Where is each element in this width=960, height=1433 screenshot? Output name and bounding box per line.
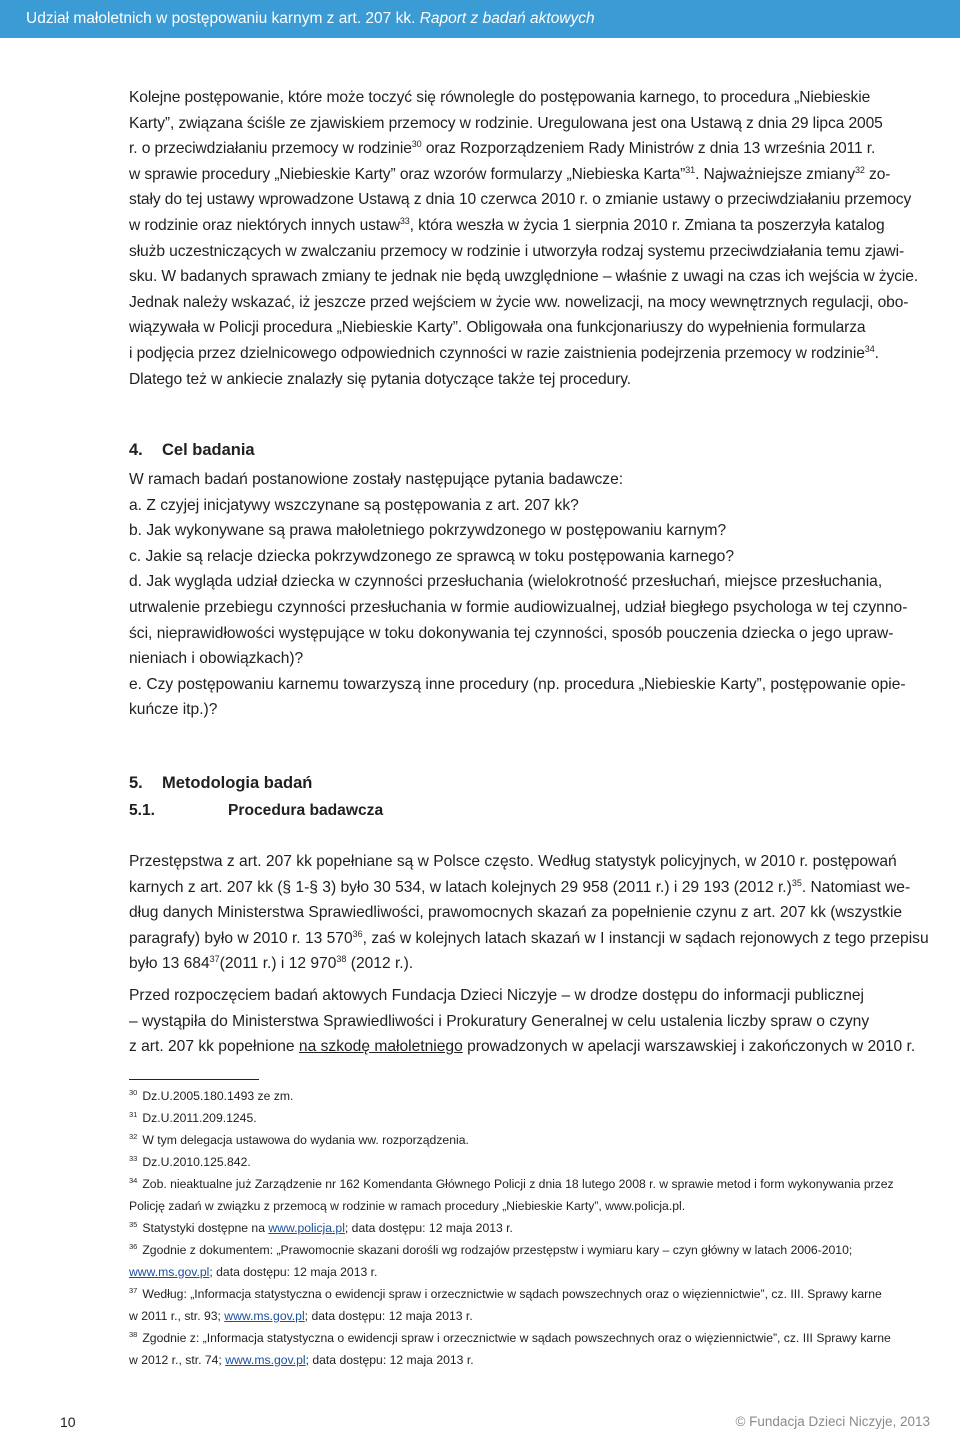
footnote-ref: 34 bbox=[864, 343, 875, 354]
footnote-separator bbox=[129, 1079, 259, 1080]
underlined-phrase: na szkodę małoletniego bbox=[298, 1038, 463, 1056]
header-bar bbox=[0, 0, 960, 38]
header-title: Udział małoletnich w postępowaniu karnym z art. 207 kk. bbox=[26, 10, 416, 27]
section-4-body: W ramach badań postanowione zostały następujące pytania badawcze: a. Z czyjej inicjatywy wszczynane są postępowania z art. 207 kk? b. Jak wykonywane są prawa małoletniego pokrzywdzonego w postępowaniu karnym? c. Jakie są relacje dziecka pokrzywdzonego ze sprawcą w toku postępowania karnego? d. Jak wygląda udział dziecka w czynności przesłuchania (wielokrotność przesłuchań, miejsce przesłuchania, utrwalenie przebiegu czynności przesłuchania w formie audiowizualnej, udział biegłego psychologa w tej czynno- ści, nieprawidłowości występujące w toku dokonywania tej czynności, sposób pouczenia dziecka o jego upraw- nieniach i obowiązkach)? e. Czy postępowaniu karnemu towarzyszą inne procedury (np. procedura „Niebieskie Karty”, postępowanie opie- kuńcze itp.)? bbox=[129, 467, 957, 723]
footnote-ref: 35 bbox=[791, 877, 802, 888]
footnote-35: $^{35}$ Statystyki dostępne na www.policja.pl; data dostępu: 12 maja 2013 r. bbox=[129, 1220, 513, 1235]
footnote-ref: 33 bbox=[399, 215, 410, 226]
footnote-ref: 36 bbox=[352, 928, 363, 939]
footnote-32: $^{32}$ W tym delegacja ustawowa do wydania ww. rozporządzenia. bbox=[129, 1132, 469, 1147]
footnote-ref: 31 bbox=[685, 164, 696, 175]
question-b: b. Jak wykonywane są prawa małoletniego pokrzywdzonego w postępowaniu karnym? bbox=[129, 522, 727, 540]
page-number: 10 bbox=[60, 1414, 76, 1430]
footnote-37: $^{37}$ Według: „Informacja statystyczna o ewidencji spraw i orzecznictwie w sądach powszechnych oraz o więziennictwie”, cz. III. Sprawy karne w 2011 r., str. 93; www.ms.gov.pl; data dostępu: 12 maja 2013 r. bbox=[129, 1286, 882, 1323]
footnote-ref: 38 bbox=[336, 954, 347, 965]
request-paragraph: Przed rozpoczęciem badań aktowych Fundacja Dzieci Niczyje – w drodze dostępu do informacji publicznej – wystąpiła do Ministerstwa Sprawiedliwości i Prokuratury Generalnej w celu ustalenia liczby spraw o czyny z art. 207 kk popełnione na szkodę małoletniego prowadzonych w apelacji warszawskiej i zakończonych w 2010 r. bbox=[129, 987, 916, 1056]
statistics-paragraph: Przestępstwa z art. 207 kk popełniane są w Polsce często. Według statystyk policyjnych, w 2010 r. postępowań karnych z art. 207 kk (§ 1-§ 3) było 30 534, w latach kolejnych 29 958 (2011 r.) i 29 193 (2012 r.)$^{35}$. Natomiast we- dług danych Ministerstwa Sprawiedliwości, prawomocnych skazań za popełnienie czynu z art. 207 kk (wszystkie paragrafy) było w 2010 r. 13 $570^{36}$, zaś w kolejnych latach skazań w I instancji w sądach rejonowych z tego przepisu było 13 $684^{37}(2011$ r.) i 12 $970^{38}$ (2012 r.). bbox=[129, 853, 929, 973]
footnote-36: $^{36}$ Zgodnie z dokumentem: „Prawomocnie skazani dorośli wg rodzajów przestępstw i wymiaru kary – czyn główny w latach 2006-2010; www.ms.gov.pl; data dostępu: 12 maja 2013 r. bbox=[129, 1242, 853, 1279]
section-4-heading: 4. Cel badania bbox=[129, 441, 255, 459]
policja-link[interactable]: www.policja.pl bbox=[268, 1221, 345, 1235]
ms-gov-link[interactable]: www.ms.gov.pl bbox=[129, 1264, 210, 1279]
section-5-heading: 5. Metodologia badań bbox=[129, 774, 313, 792]
footnote-ref: 37 bbox=[209, 954, 220, 965]
copyright: © Fundacja Dzieci Niczyje, 2013 bbox=[735, 1414, 930, 1429]
question-a: a. Z czyjej inicjatywy wszczynane są postępowania z art. 207 kk? bbox=[129, 496, 579, 514]
intro-paragraph: Kolejne postępowanie, które może toczyć się równolegle do postępowania karnego, to procedura „Niebieskie Karty”, związana ściśle ze zjawiskiem przemocy w rodzinie. Uregulowana jest ona Ustawą z dnia 29 lipca 2005 r. o przeciwdziałaniu przemocy w rodzinie$^{30}$ oraz Rozporządzeniem Rady Ministrów z dnia 13 września 2011 r. w sprawie procedury „Niebieskie Karty” oraz wzorów formularzy „Niebieska Karta”$^{31}$. Najważniejsze zmiany$^{32}$ zo- stały do tej ustawy wprowadzone Ustawą z dnia 10 czerwca 2010 r. o zmianie ustawy o przeciwdziałaniu przemocy w rodzinie oraz niektórych innych ustaw$^{33}$, która weszła w życia 1 sierpnia 2010 r. Zmiana ta poszerzyła katalog służb uczestniczących w zwalczaniu przemocy w rodzinie i utworzyła rodzaj systemu przeciwdziałania temu zjawi- sku. W badanych sprawach zmiany te jednak nie będą uwzględnione – właśnie z uwagi na czas ich wejścia w życie. Jednak należy wskazać, iż jeszcze przed wejściem w życie ww. nowelizacji, na mocy wewnętrznych regulacji, obo- wiązywała w Policji procedura „Niebieskie Karty”. Obligowała ona funkcjonariuszy do wypełnienia formularza i podjęcia przez dzielnicowego odpowiednich czynności w razie zaistnienia podejrzenia przemocy w rodzinie$^{34}$. Dlatego też w ankiecie znalazły się pytania dotyczące także tej procedury. bbox=[129, 89, 919, 388]
footnote-38: $^{38}$ Zgodnie z: „Informacja statystyczna o ewidencji spraw i orzecznictwie w sądach powszechnych oraz o więziennictwie”, cz. III Sprawy karne w 2012 r., str. 74; www.ms.gov.pl; data dostępu: 12 maja 2013 r. bbox=[129, 1330, 891, 1367]
question-c: c. Jakie są relacje dziecka pokrzywdzonego ze sprawcą w toku postępowania karnego? bbox=[129, 547, 735, 565]
ms-gov-link[interactable]: www.ms.gov.pl bbox=[224, 1308, 305, 1323]
footnote-33: $^{33}$ Dz.U.2010.125.842. bbox=[129, 1154, 251, 1169]
footnote-34: $^{34}$ Zob. nieaktualne już Zarządzenie nr 162 Komendanta Głównego Policji z dnia 18 lutego 2008 r. w sprawie metod i form wykonywania przez Policję zadań w związku z przemocą w rodzinie w ramach procedury „Niebieskie Karty”, www.policja.pl. bbox=[129, 1176, 894, 1213]
footnote-ref: 30 bbox=[411, 139, 422, 150]
ms-gov-link[interactable]: www.ms.gov.pl bbox=[225, 1352, 306, 1367]
header-subtitle: Raport z badań aktowych bbox=[419, 10, 595, 27]
footnote-31: $^{31}$ Dz.U.2011.209.1245. bbox=[129, 1110, 257, 1125]
question-d: d. Jak wygląda udział dziecka w czynności przesłuchania (wielokrotność przesłuchań, miejsce przesłuchania, bbox=[129, 573, 883, 591]
question-e: e. Czy postępowaniu karnemu towarzyszą inne procedury (np. procedura „Niebieskie Karty”, postępowanie opie- bbox=[129, 675, 906, 693]
subsection-5-1-heading: 5.1. Procedura badawcza bbox=[129, 802, 384, 819]
footnote-ref: 32 bbox=[854, 164, 865, 175]
footnote-30: $^{30}$ Dz.U.2005.180.1493 ze zm. bbox=[129, 1088, 294, 1103]
